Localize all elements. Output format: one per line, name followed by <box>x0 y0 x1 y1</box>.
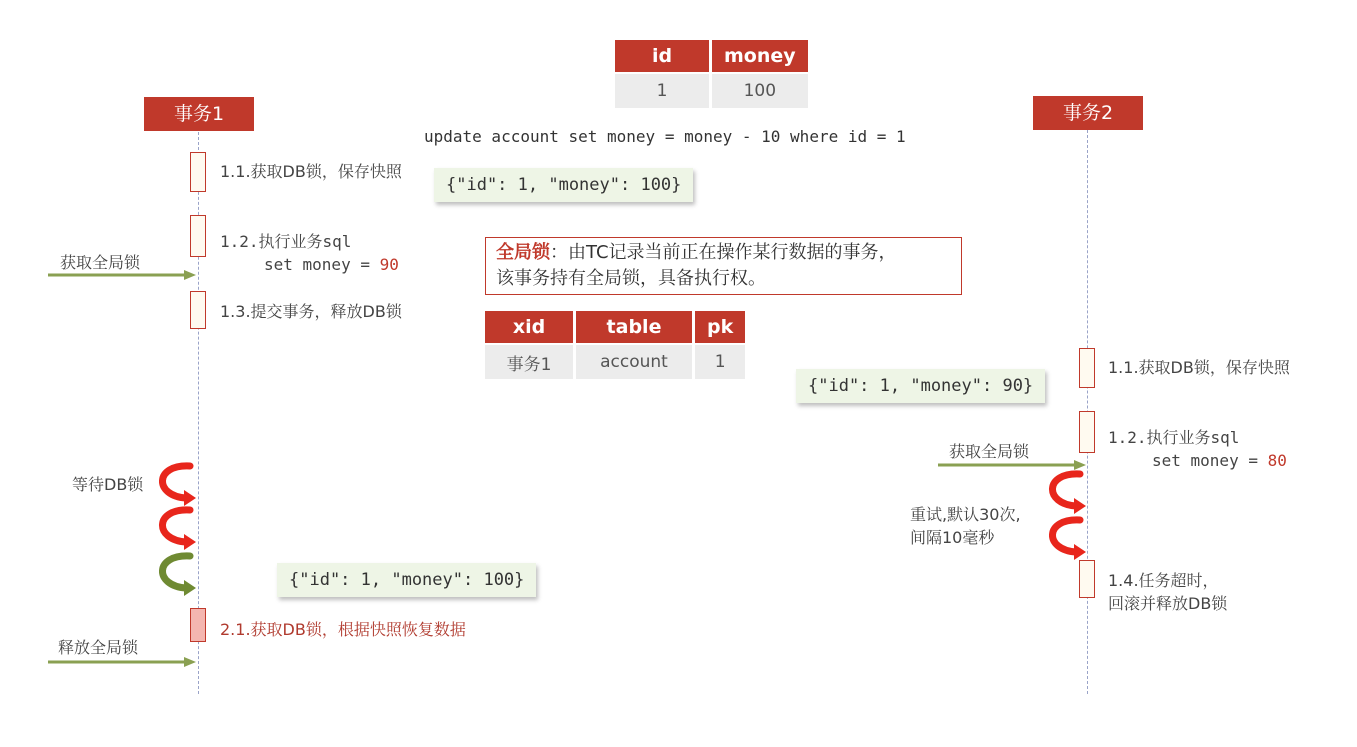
account-cell-money: 100 <box>712 74 808 108</box>
tx2-step-1-2-title: 1.2.执行业务sql <box>1108 428 1240 447</box>
tx1-wait-loops <box>150 460 210 600</box>
tx1-step-2-1: 2.1.获取DB锁，根据快照恢复数据 <box>220 620 466 639</box>
tx1-step-1-2-title: 1.2.执行业务sql <box>220 232 352 251</box>
tx2-retry-note <box>910 503 1021 549</box>
tx1-acquire-global-lock-label: 获取全局锁 <box>60 253 141 272</box>
tx1-header: 事务1 <box>144 97 254 131</box>
account-col-money: money <box>712 40 808 72</box>
lock-col-xid: xid <box>485 311 573 343</box>
tx2-acquire-global-lock-label: 获取全局锁 <box>949 442 1030 461</box>
lock-cell-table: account <box>576 345 692 379</box>
tx2-step-1-4-line-1: 1.4.任务超时， <box>1108 571 1219 590</box>
tx2-retry-line-2: 间隔10毫秒 <box>910 528 995 547</box>
tx1-activation-1-1 <box>190 152 206 192</box>
global-lock-desc-1: ：由TC记录当前正在操作某行数据的事务， <box>550 242 897 263</box>
tx1-snapshot-1: {"id": 1, "money": 100} <box>434 168 693 202</box>
tx2-step-1-4-line-2: 回滚并释放DB锁 <box>1108 594 1228 613</box>
account-table <box>612 38 811 110</box>
lock-table <box>482 309 748 381</box>
tx2-sql-prefix: set money = <box>1152 451 1268 470</box>
tx1-step-1-3: 1.3.提交事务，释放DB锁 <box>220 302 402 321</box>
account-cell-id: 1 <box>615 74 709 108</box>
tx2-step-1-1: 1.1.获取DB锁，保存快照 <box>1108 358 1290 377</box>
account-col-id: id <box>615 40 709 72</box>
tx1-snapshot-2: {"id": 1, "money": 100} <box>277 563 536 597</box>
tx1-activation-1-2 <box>190 215 206 257</box>
lock-col-table: table <box>576 311 692 343</box>
tx2-activation-1-4 <box>1079 560 1095 598</box>
tx2-snapshot: {"id": 1, "money": 90} <box>796 369 1045 403</box>
sql-statement: update account set money = money - 10 where id = 1 <box>424 127 906 146</box>
retry-loop-icon-2 <box>1052 520 1086 560</box>
tx2-step-1-4 <box>1108 569 1227 615</box>
tx1-acquire-global-lock-arrow <box>46 268 198 282</box>
tx2-retry-line-1: 重试,默认30次, <box>910 505 1021 524</box>
global-lock-desc-2: 该事务持有全局锁，具备执行权。 <box>496 268 766 289</box>
tx2-retry-loops <box>1040 468 1100 564</box>
wait-loop-icon-3 <box>162 556 196 596</box>
tx1-wait-db-lock-label: 等待DB锁 <box>72 475 144 494</box>
tx1-release-global-lock-label: 释放全局锁 <box>58 638 139 657</box>
tx1-sql-value: 90 <box>379 255 399 274</box>
tx1-release-global-lock-arrow <box>46 655 198 669</box>
global-lock-term: 全局锁 <box>496 242 550 263</box>
tx1-activation-2-1 <box>190 608 206 642</box>
tx2-step-1-2-sql <box>1152 449 1287 472</box>
tx2-step-1-2 <box>1108 426 1239 449</box>
wait-loop-icon-2 <box>162 510 196 550</box>
tx2-activation-1-2 <box>1079 411 1095 453</box>
lock-cell-xid: 事务1 <box>485 345 573 379</box>
wait-loop-icon-1 <box>162 466 196 506</box>
tx1-step-1-2-sql <box>264 253 399 276</box>
tx1-sql-prefix: set money = <box>264 255 380 274</box>
tx1-activation-1-3 <box>190 291 206 329</box>
tx2-header: 事务2 <box>1033 96 1143 130</box>
global-lock-note <box>485 237 962 295</box>
lock-cell-pk: 1 <box>695 345 745 379</box>
tx2-activation-1-1 <box>1079 348 1095 388</box>
tx2-sql-value: 80 <box>1267 451 1287 470</box>
retry-loop-icon-1 <box>1052 474 1086 514</box>
lock-col-pk: pk <box>695 311 745 343</box>
tx1-step-1-1: 1.1.获取DB锁，保存快照 <box>220 162 402 181</box>
tx1-step-1-2 <box>220 230 351 253</box>
